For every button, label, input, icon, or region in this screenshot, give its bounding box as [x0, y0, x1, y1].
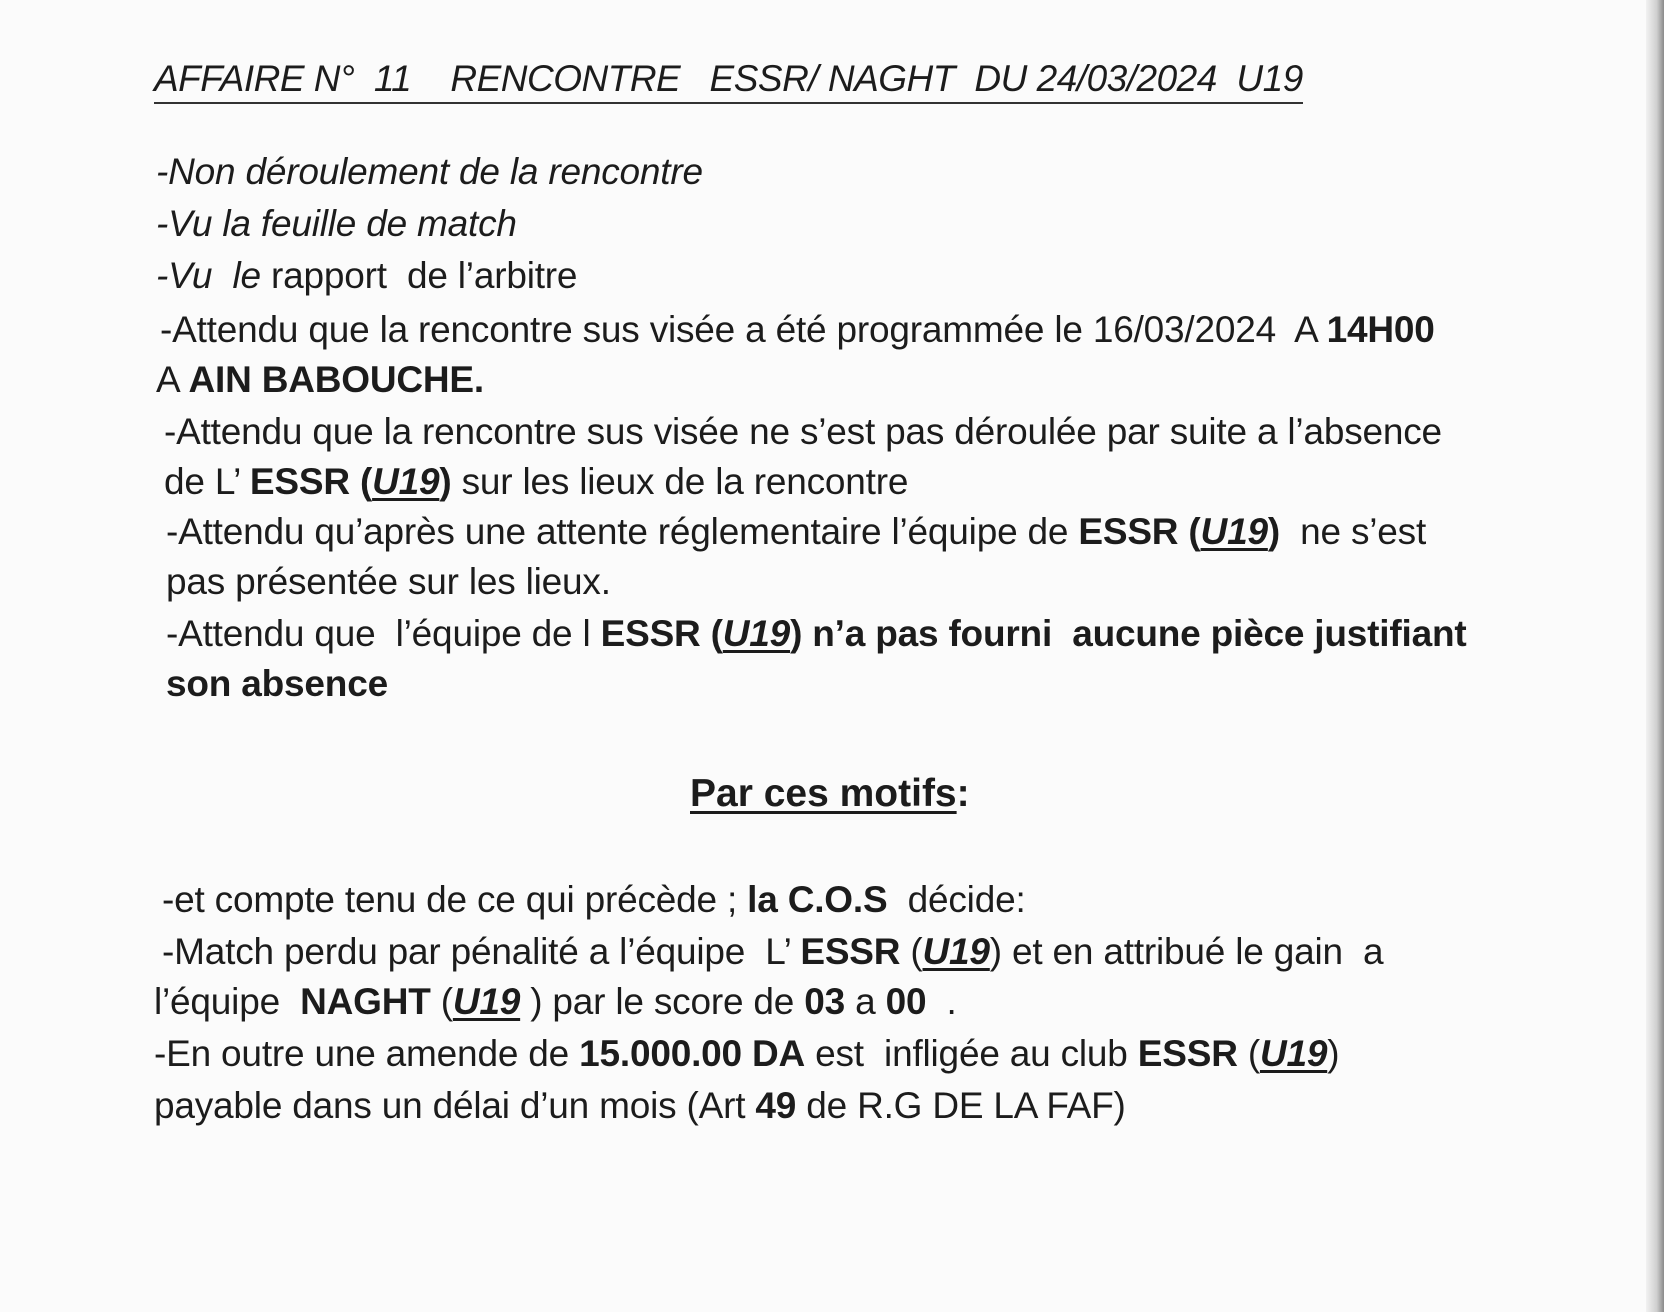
category-u19: U19 [722, 613, 791, 654]
consideration-line-8 [166, 510, 1426, 554]
decision-line-3-end: . [926, 981, 957, 1022]
consideration-line-3-italic: -Vu le [156, 255, 261, 296]
consideration-line-8-rest: ne s’est [1279, 511, 1427, 552]
decision-line-5-rest: de R.G DE LA FAF) [796, 1085, 1126, 1126]
motifs-colon: : [956, 772, 970, 815]
match-venue: AIN BABOUCHE. [188, 359, 484, 400]
paren-open: ( [900, 931, 923, 972]
committee-name: la C.O.S [747, 879, 888, 920]
paren-close: ) [1267, 511, 1280, 552]
score-home: 03 [804, 981, 846, 1022]
team-naght: NAGHT [300, 981, 431, 1022]
decision-line-2 [162, 930, 1383, 974]
decision-line-5-text: payable dans un délai d’un mois (Art [154, 1085, 756, 1126]
page-edge-shadow [1646, 0, 1664, 1312]
motifs-title: Par ces motifs [690, 772, 957, 815]
consideration-line-4-text: -Attendu que la rencontre sus visée a été programmée le 16/03/2024 A [160, 309, 1327, 350]
decision-line-4 [154, 1032, 1339, 1076]
decision-line-1 [162, 878, 1026, 922]
decision-line-4-mid: est infligée au club [805, 1033, 1138, 1074]
paren-open: ( [1237, 1033, 1260, 1074]
consideration-line-10-bold: ) n’a pas fourni aucune pièce justifiant [790, 613, 1467, 654]
consideration-line-10 [166, 612, 1466, 656]
team-essr: ESSR ( [600, 613, 723, 654]
decision-line-5 [154, 1084, 1126, 1128]
article-number: 49 [755, 1085, 797, 1126]
team-essr: ESSR [800, 931, 901, 972]
decision-line-1-rest: décide: [887, 879, 1026, 920]
decision-line-2-text: -Match perdu par pénalité a l’équipe L’ [162, 931, 801, 972]
consideration-line-2: -Vu la feuille de match [156, 203, 517, 244]
consideration-line-7 [164, 460, 908, 504]
decision-line-2-rest: ) et en attribué le gain a [989, 931, 1384, 972]
case-heading [154, 58, 1303, 104]
decision-line-3-text: l’équipe [154, 981, 301, 1022]
consideration-line-7-rest: sur les lieux de la rencontre [451, 461, 909, 502]
consideration-line-9: pas présentée sur les lieux. [166, 561, 611, 602]
consideration-line-3-rest: rapport de l’arbitre [260, 255, 578, 296]
consideration-line-1: -Non déroulement de la rencontre [156, 151, 703, 192]
category-u19: U19 [922, 931, 990, 972]
score-away: 00 [885, 981, 927, 1022]
fine-amount: 15.000.00 DA [579, 1033, 806, 1074]
score-sep: a [845, 981, 886, 1022]
motifs-heading [690, 772, 970, 816]
match-time: 14H00 [1326, 309, 1435, 350]
consideration-line-11: son absence [166, 663, 388, 704]
consideration-line-3 [156, 254, 577, 298]
paren-close: ) [1327, 1033, 1340, 1074]
team-essr: ESSR ( [249, 461, 373, 502]
category-u19: U19 [1200, 511, 1268, 552]
consideration-line-5 [156, 358, 484, 402]
consideration-line-6: -Attendu que la rencontre sus visée ne s’est pas déroulée par suite a l’absence [164, 411, 1442, 452]
consideration-line-10-text: -Attendu que l’équipe de l [166, 613, 601, 654]
team-essr: ESSR ( [1078, 511, 1201, 552]
decision-line-3-mid: ) par le score de [520, 981, 805, 1022]
consideration-line-5-text: A [156, 359, 189, 400]
consideration-line-8-text: -Attendu qu’après une attente réglementaire l’équipe de [166, 511, 1079, 552]
decision-line-3 [154, 980, 957, 1024]
team-essr: ESSR [1137, 1033, 1238, 1074]
paren-open: ( [430, 981, 453, 1022]
paren-close: ) [439, 461, 452, 502]
category-u19: U19 [1259, 1033, 1328, 1074]
decision-line-4-text: -En outre une amende de [154, 1033, 580, 1074]
category-u19: U19 [452, 981, 521, 1022]
case-heading-text: AFFAIRE N° 11 RENCONTRE ESSR/ NAGHT DU 24/03/2024 U19 [154, 58, 1303, 99]
category-u19: U19 [372, 461, 440, 502]
consideration-line-7-text: de L’ [164, 461, 250, 502]
consideration-line-4 [160, 308, 1435, 352]
decision-line-1-text: -et compte tenu de ce qui précède ; [162, 879, 748, 920]
